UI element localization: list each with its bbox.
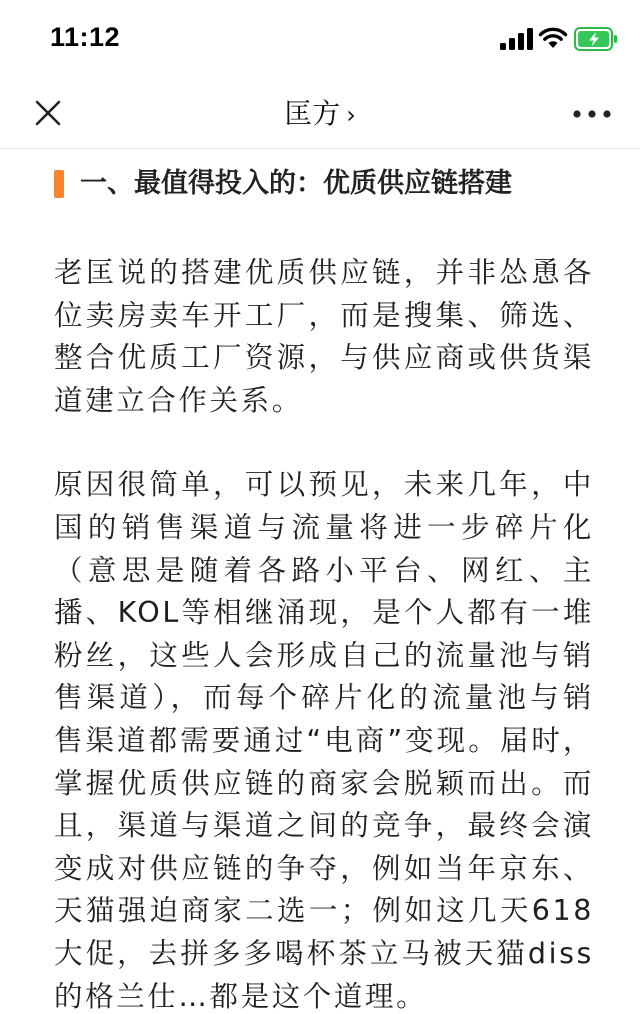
signal-icon (500, 28, 534, 50)
section-heading-text: 一、最值得投入的：优质供应链搭建 (80, 168, 512, 199)
wifi-icon (538, 26, 568, 50)
account-name: 匡方 (284, 97, 341, 130)
status-time: 11:12 (50, 22, 121, 52)
chevron-right-icon: › (346, 101, 356, 129)
status-bar (0, 0, 640, 78)
nav-bar (0, 78, 640, 149)
article-content (54, 150, 594, 1014)
section-heading (54, 162, 594, 206)
heading-marker (54, 170, 64, 198)
account-title[interactable] (0, 92, 640, 132)
more-icon[interactable] (572, 109, 612, 119)
paragraph-1: 老匡说的搭建优质供应链，并非怂恿各位卖房卖车开工厂，而是搜集、筛选、整合优质工厂资源，与供应商或供货渠道建立合作关系。 (54, 256, 594, 417)
battery-charging-icon (574, 27, 618, 51)
paragraph-2: 原因很简单，可以预见，未来几年，中国的销售渠道与流量将进一步碎片化（意思是随着各路小平台、网红、主播、KOL等相继涌现，是个人都有一堆粉丝，这些人会形成自己的流量池与销售渠道），而每个碎片化的流量池与销售渠道都需要通过“电商”变现。届时，掌握优质供应链的商家会脱颖而出。而且，渠道与渠道之间的竞争，最终会演变成对供应链的争夺，例如当年京东、天猫强迫商家二选一；例如这几天618大促，去拼多多喝杯茶立马被天猫diss的格兰仕…都是这个道理。 (54, 468, 594, 1013)
